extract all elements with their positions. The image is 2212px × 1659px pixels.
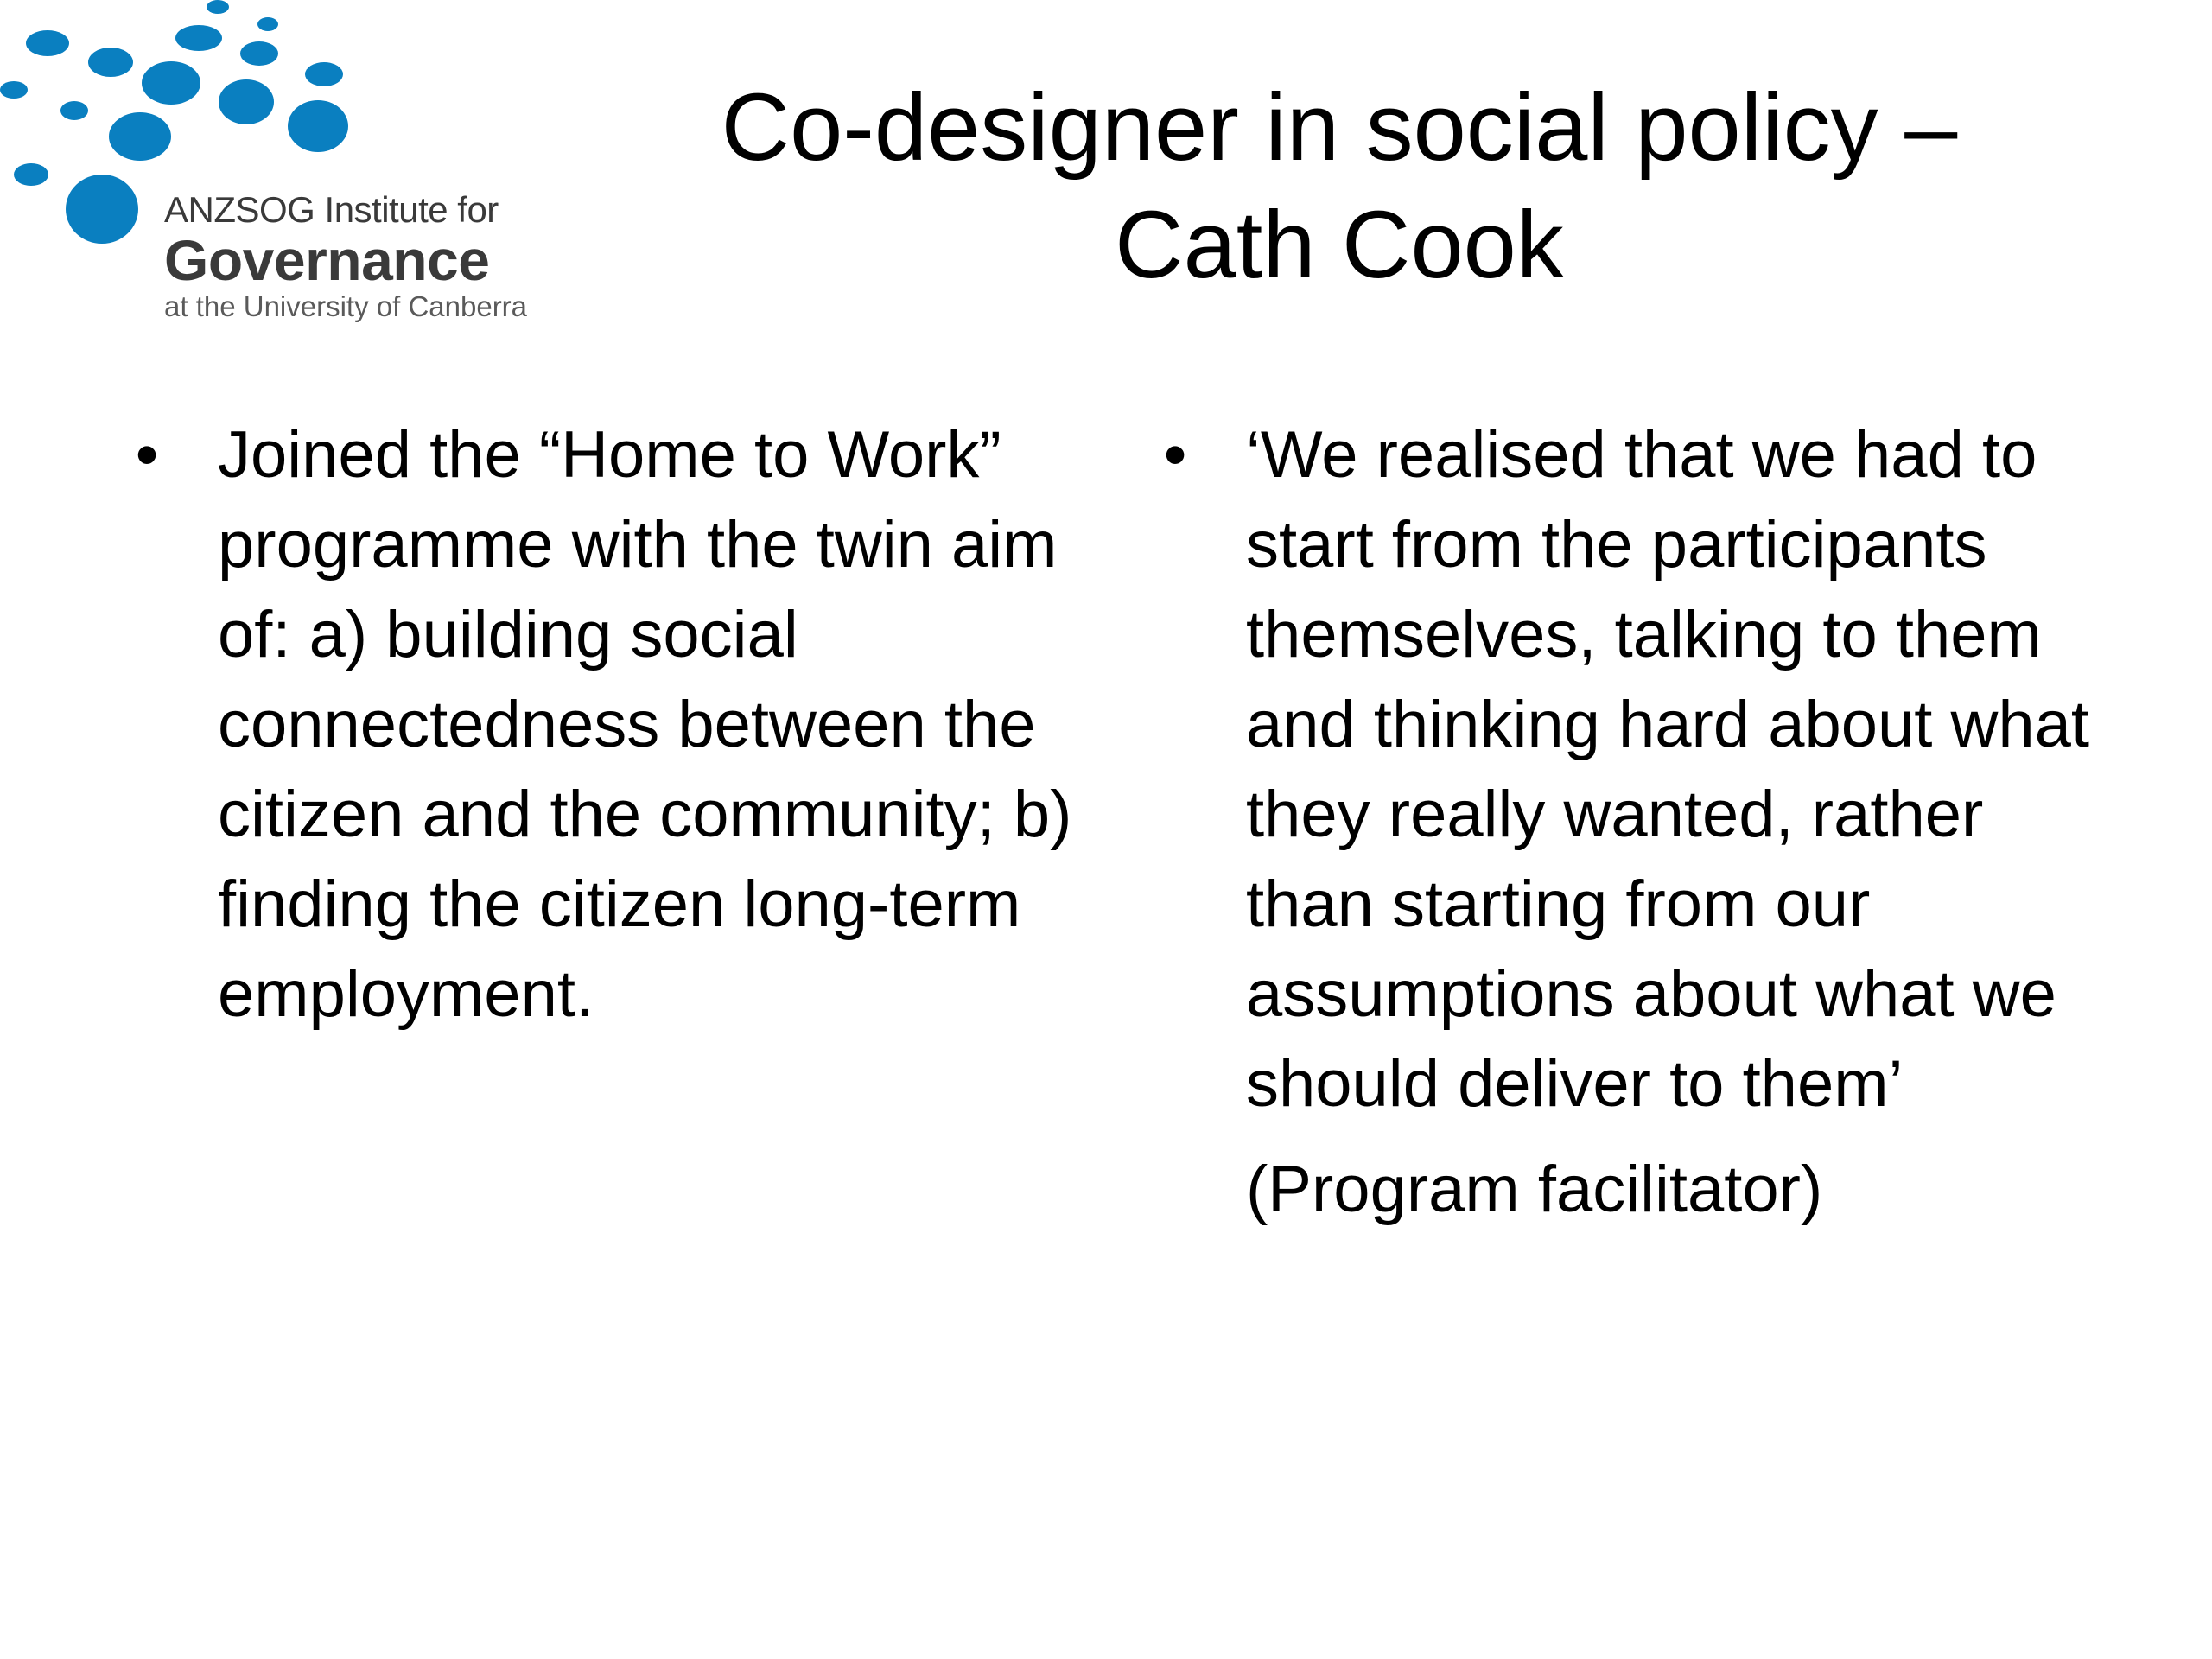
bullet-icon: • (135, 418, 159, 492)
logo-wordmark (164, 190, 562, 323)
right-column (1158, 410, 2126, 1235)
logo-line-institute: ANZSOG Institute for (164, 189, 499, 230)
left-bullet-item (130, 410, 1080, 1039)
logo-line-governance: Governance (164, 228, 490, 292)
slide-title-line-1: Co-designer in social policy – (721, 74, 1958, 181)
slide-title (605, 69, 2074, 304)
institute-logo (0, 0, 570, 337)
right-quote-text: ‘We realised that we had to start from the participants themselves, talking to them and thinking hard about what they really wanted, rather than starting from our assumptions about what we should deliver to them’ (1246, 418, 2090, 1121)
quote-attribution: (Program facilitator) (1246, 1153, 1823, 1226)
logo-line-university: at the University of Canberra (164, 290, 528, 322)
left-bullet-text: Joined the “Home to Work” programme with the twin aim of: a) building social connectedness between the citizen and the community; b) finding the citizen long-term employment. (218, 418, 1072, 1031)
slide-title-line-2: Cath Cook (1115, 192, 1564, 298)
left-column (130, 410, 1080, 1039)
bullet-icon: • (1163, 418, 1187, 492)
right-bullet-item (1158, 410, 2126, 1129)
